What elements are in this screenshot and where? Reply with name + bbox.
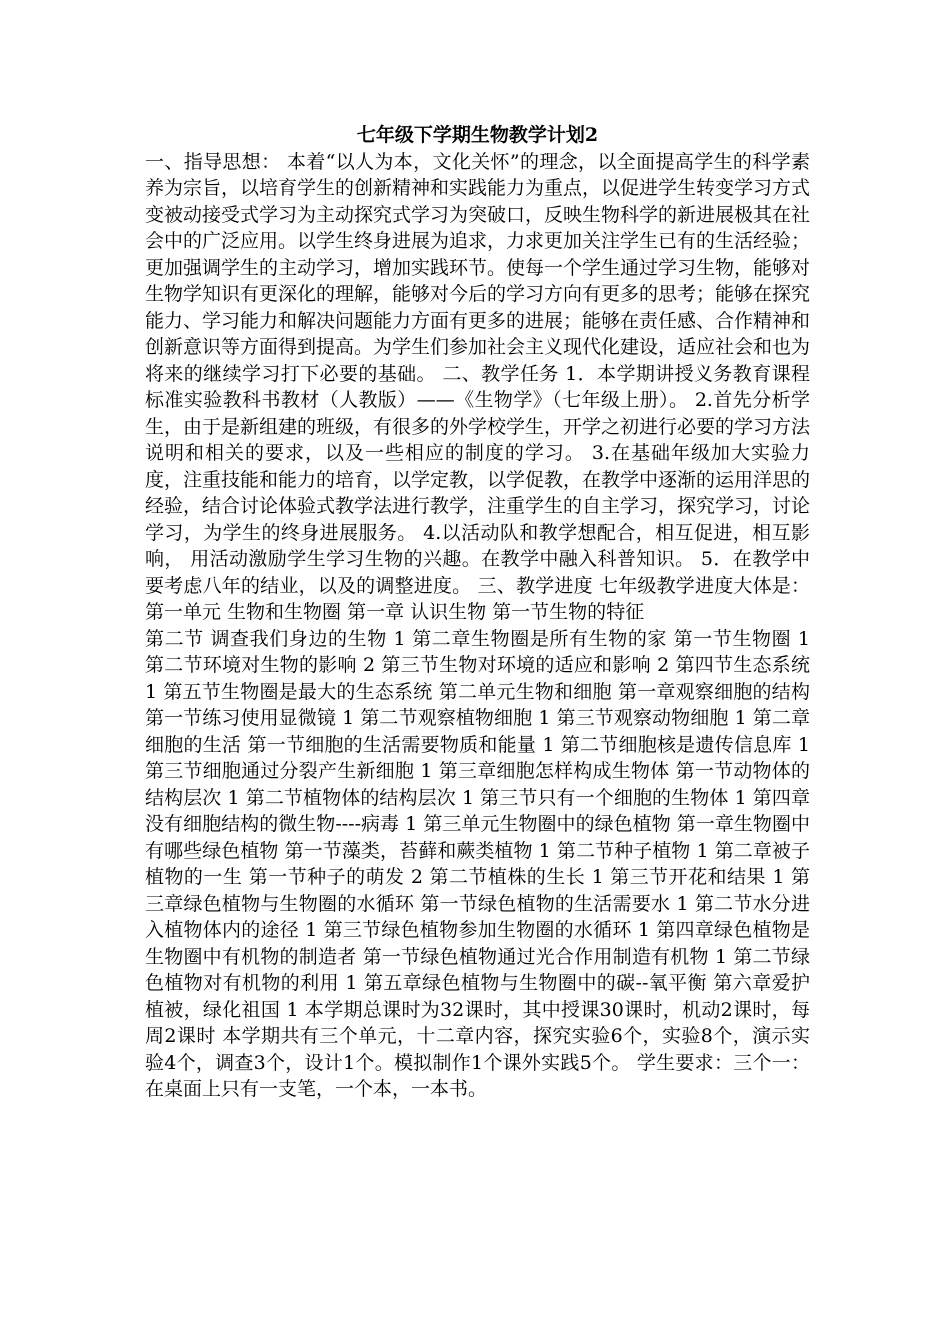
paragraph-teaching-schedule: 第二节 调查我们身边的生物 1 第二章生物圈是所有生物的家 第一节生物圈 1 第二节环境对生物的影响 2 第三节生物对环境的适应和影响 2 第四节生态系统 1 第五节生物圈是最大的生态系统 第二单元生物和细胞 第一章观察细胞的结构 第一节练习使用显微镜 1 第二节观察植物细胞 1 第三节观察动物细胞 1 第二章细胞的生活 第一节细胞的生活需要物质和能量 1 第二节细胞核是遗传信息库 1 第三节细胞通过分裂产生新细胞 1 第三章细胞怎样构成生物体 第一节动物体的结构层次 1 第二节植物体的结构层次 1 第三节只有一个细胞的生物体 1 第四章没有细胞结构的微生物----病毒 1 第三单元生物圈中的绿色植物 第一章生物圈中有哪些绿色植物 第一节藻类，苔藓和蕨类植物 1 第二节种子植物 1 第二章被子植物的一生 第一节种子的萌发 2 第二节植株的生长 1 第三节开花和结果 1 第三章绿色植物与生物圈的水循环 第一节绿色植物的生活需要水 1 第二节水分进入植物体内的途径 1 第三节绿色植物参加生物圈的水循环 1 第四章绿色植物是生物圈中有机物的制造者 第一节绿色植物通过光合作用制造有机物 1 第二节绿色植物对有机物的利用 1 第五章绿色植物与生物圈中的碳--氧平衡 第六章爱护植被，绿化祖国 1 本学期总课时为32课时，其中授课30课时，机动2课时，每周2课时 本学期共有三个单元，十二章内容，探究实验6个，实验8个，演示实验4个，调查3个，设计1个。模拟制作1个课外实践5个。 学生要求：三个一：在桌面上只有一支笔，一个本，一本书。 [145,627,810,1100]
document-title: 七年级下学期生物教学计划2 [356,124,599,146]
document-page [145,122,810,1103]
paragraph-guiding-ideas: 一、指导思想： 本着“以人为本，文化关怀”的理念，以全面提高学生的科学素养为宗旨，以培育学生的创新精神和实践能力为重点，以促进学生转变学习方式变被动接受式学习为主动探究式学习为突破口，反映生物科学的新进展极其在社会中的广泛应用。以学生终身进展为追求，力求更加关注学生已有的生活经验；更加强调学生的主动学习，增加实践环节。使每一个学生通过学习生物，能够对生物学知识有更深化的理解，能够对今后的学习方向有更多的思考；能够在探究能力、学习能力和解决问题能力方面有更多的进展；能够在责任感、合作精神和创新意识等方面得到提高。为学生们参加社会主义现代化建设，适应社会和也为将来的继续学习打下必要的基础。 二、教学任务 1．本学期讲授义务教育课程标准实验教科书教材（人教版）——《生物学》（七年级上册）。 2.首先分析学生，由于是新组建的班级，有很多的外学校学生，开学之初进行必要的学习方法说明和相关的要求，以及一些相应的制度的学习。 3.在基础年级加大实验力度，注重技能和能力的培育，以学定教，以学促教，在教学中逐渐的运用洋思的经验，结合讨论体验式教学法进行教学，注重学生的自主学习，探究学习，讨论学习，为学生的终身进展服务。 4.以活动队和教学想配合，相互促进，相互影响， 用活动激励学生学习生物的兴趣。在教学中融入科普知识。 5．在教学中要考虑八年的结业，以及的调整进度。 三、教学进度 七年级教学进度大体是： 第一单元 生物和生物圈 第一章 认识生物 第一节生物的特征 [145,150,811,623]
